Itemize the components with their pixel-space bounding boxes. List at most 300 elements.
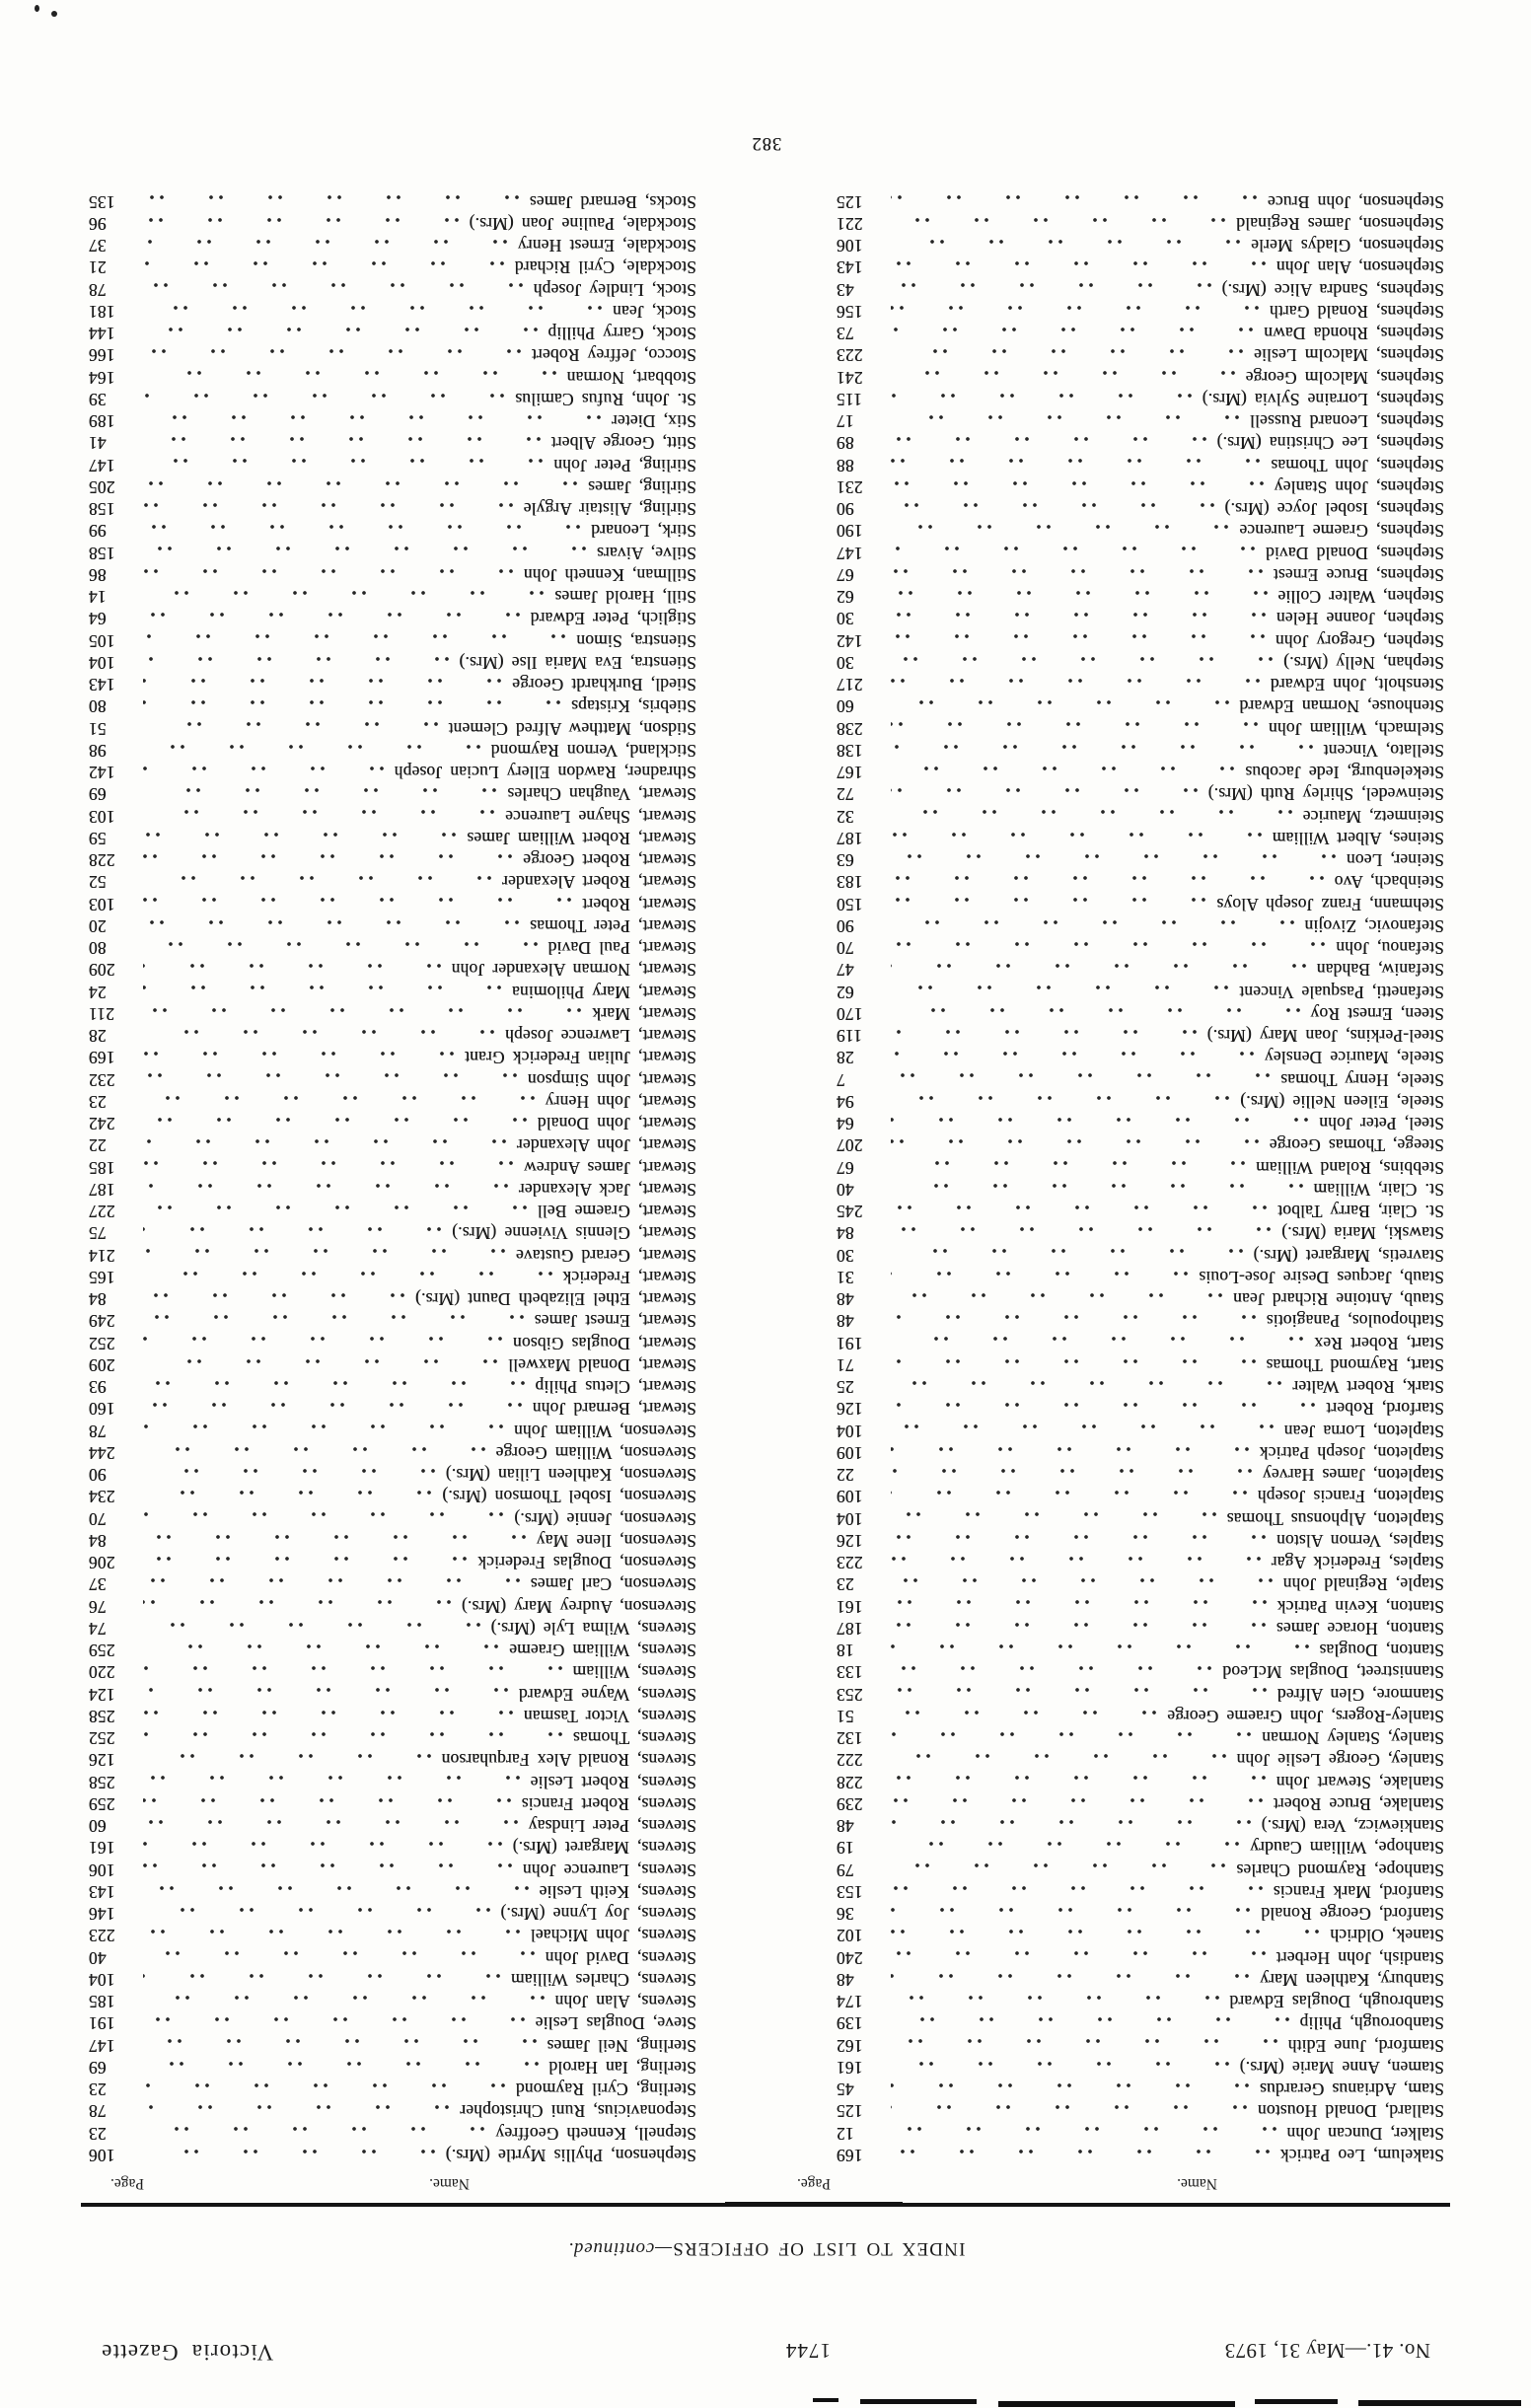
scan-artifact bbox=[998, 2401, 1235, 2407]
index-row bbox=[837, 1946, 1444, 1968]
index-entry-page: 104 bbox=[89, 653, 115, 673]
dot-leader bbox=[891, 699, 1230, 705]
index-entry-page: 227 bbox=[89, 1202, 115, 1222]
dot-leader bbox=[143, 1797, 512, 1803]
index-row bbox=[89, 1397, 696, 1419]
index-row bbox=[89, 190, 696, 212]
dot-leader bbox=[891, 634, 1266, 640]
dot-leader bbox=[143, 371, 557, 377]
index-entry-name: Stakelum, Leo Patrick bbox=[1279, 2146, 1444, 2165]
index-entry-name: Stewart, Bernard John bbox=[532, 1399, 696, 1420]
index-row bbox=[837, 936, 1444, 958]
index-entry-name: Stocks, Bernard James bbox=[529, 191, 696, 212]
dot-leader bbox=[891, 722, 1259, 728]
index-row bbox=[89, 1221, 696, 1243]
dot-leader bbox=[143, 1776, 521, 1782]
index-entry-page: 115 bbox=[837, 390, 863, 409]
index-entry-name: Stephens, Bruce Ernest bbox=[1273, 565, 1444, 585]
index-row bbox=[89, 1880, 696, 1902]
dot-leader bbox=[891, 2061, 1230, 2067]
index-entry-name: Steel-Perkins, Joan Mary (Mrs.) bbox=[1206, 1026, 1444, 1047]
index-entry-page: 64 bbox=[89, 609, 107, 629]
index-row bbox=[837, 1924, 1444, 1945]
index-entry-page: 48 bbox=[837, 1970, 854, 1990]
dot-leader bbox=[891, 875, 1325, 881]
index-row bbox=[837, 542, 1444, 563]
index-entry-page: 103 bbox=[89, 806, 115, 827]
dot-leader bbox=[143, 502, 514, 508]
index-entry-name: Stevenson, Douglas Frederick bbox=[477, 1553, 696, 1573]
dot-leader bbox=[143, 1226, 442, 1232]
index-entry-name: Stephens, Lorraine Sylvia (Mrs.) bbox=[1202, 390, 1444, 409]
dot-leader bbox=[891, 1380, 1282, 1386]
index-row bbox=[837, 585, 1444, 607]
index-entry-name: Stark, Robert Walter bbox=[1292, 1377, 1444, 1398]
dot-leader bbox=[891, 1951, 1267, 1957]
dot-leader bbox=[891, 1007, 1301, 1013]
dot-leader bbox=[891, 1622, 1267, 1628]
index-row bbox=[89, 1375, 696, 1397]
index-entry-name: Stannistreet, Douglas McLeod bbox=[1222, 1662, 1444, 1683]
index-row bbox=[89, 629, 696, 651]
index-entry-page: 135 bbox=[89, 191, 115, 212]
index-row bbox=[837, 1572, 1444, 1594]
index-entry-name: Start, Raymond Thomas bbox=[1266, 1355, 1444, 1375]
index-entry-page: 106 bbox=[89, 2146, 115, 2165]
index-entry-page: 84 bbox=[89, 1289, 107, 1310]
index-row bbox=[837, 1617, 1444, 1639]
index-entry-page: 67 bbox=[837, 565, 854, 585]
index-row bbox=[837, 1046, 1444, 1067]
index-entry-name: Stanford, George Ronald bbox=[1261, 1904, 1444, 1925]
index-entry-name: Stekelenburg, Iede Jacobus bbox=[1245, 763, 1444, 783]
index-entry-name: Stewart, Robert George bbox=[523, 850, 696, 871]
index-entry-name: Stewart, Julian Frederick Grant bbox=[465, 1048, 696, 1068]
index-entry-page: 59 bbox=[89, 829, 107, 848]
index-entry-page: 84 bbox=[837, 1223, 854, 1244]
dot-leader bbox=[143, 2149, 436, 2154]
index-entry-page: 161 bbox=[837, 1596, 863, 1617]
dot-leader bbox=[891, 568, 1264, 574]
index-entry-name: Stilve, Aivars bbox=[597, 543, 696, 563]
index-entry-name: Stephens, Leonard Russell bbox=[1250, 411, 1444, 432]
index-entry-page: 72 bbox=[837, 784, 854, 805]
dot-leader bbox=[143, 722, 439, 728]
index-row bbox=[89, 431, 696, 453]
dot-leader bbox=[891, 436, 1207, 442]
index-entry-page: 143 bbox=[89, 675, 115, 695]
index-entry-name: Stewart, Mark bbox=[592, 1004, 696, 1024]
index-row bbox=[89, 717, 696, 739]
dot-leader bbox=[143, 810, 495, 816]
index-entry-page: 14 bbox=[89, 587, 107, 608]
index-entry-name: Staples, Frederick Agar bbox=[1271, 1553, 1444, 1573]
dot-leader bbox=[891, 2016, 1290, 2022]
index-row bbox=[837, 2078, 1444, 2099]
index-entry-name: Staples, Vernon Alston bbox=[1276, 1531, 1444, 1551]
dot-leader bbox=[143, 1753, 432, 1759]
index-row bbox=[89, 1200, 696, 1221]
dot-leader bbox=[891, 744, 1314, 750]
index-entry-name: Stockdale, Cyril Richard bbox=[514, 257, 696, 278]
dot-leader bbox=[891, 1271, 1189, 1277]
dot-leader bbox=[891, 2127, 1277, 2133]
index-entry-name: Stevens, William bbox=[572, 1662, 696, 1683]
dot-leader bbox=[143, 1051, 455, 1057]
index-entry-page: 207 bbox=[837, 1135, 863, 1156]
index-row bbox=[89, 585, 696, 607]
horizontal-rule bbox=[81, 2203, 1450, 2207]
index-entry-page: 70 bbox=[837, 938, 854, 959]
index-row bbox=[89, 1309, 696, 1331]
index-row bbox=[89, 1792, 696, 1814]
index-entry-name: Stevens, Robert Leslie bbox=[530, 1772, 696, 1792]
index-entry-name: Stewart, Mary Philomina bbox=[512, 982, 696, 1002]
index-row bbox=[837, 1156, 1444, 1178]
index-entry-page: 60 bbox=[837, 696, 854, 717]
scan-artifact bbox=[860, 2399, 977, 2404]
index-entry-page: 78 bbox=[89, 2101, 107, 2122]
index-row bbox=[837, 1309, 1444, 1331]
dot-leader bbox=[143, 1490, 432, 1496]
index-row bbox=[89, 1814, 696, 1836]
index-row bbox=[89, 1968, 696, 1990]
index-row bbox=[89, 1090, 696, 1112]
dot-leader bbox=[891, 612, 1267, 618]
index-entry-page: 18 bbox=[837, 1641, 854, 1661]
column2-page-header: Page. bbox=[109, 2175, 144, 2192]
index-entry-page: 12 bbox=[837, 2123, 854, 2144]
dot-leader bbox=[891, 1600, 1268, 1606]
index-row bbox=[89, 278, 696, 300]
index-row bbox=[837, 1178, 1444, 1200]
index-entry-page: 190 bbox=[837, 521, 863, 542]
index-entry-page: 7 bbox=[837, 1069, 845, 1090]
section-title bbox=[89, 2237, 1444, 2259]
index-entry-page: 209 bbox=[89, 960, 115, 981]
index-entry-name: Stephen, Gregory John bbox=[1275, 630, 1444, 651]
dot-leader bbox=[143, 1292, 405, 1298]
index-entry-name: Stankiewicz, Vera (Mrs.) bbox=[1261, 1816, 1444, 1837]
index-entry-name: Stewart, Graeme Bell bbox=[537, 1202, 696, 1222]
index-row bbox=[837, 1397, 1444, 1419]
index-row bbox=[89, 893, 696, 914]
index-entry-name: Steege, Thomas George bbox=[1269, 1135, 1444, 1156]
index-entry-name: Sterling, Neil James bbox=[547, 2035, 696, 2056]
index-entry-name: Stewart, Cletus Philip bbox=[535, 1377, 696, 1398]
index-row bbox=[89, 694, 696, 716]
index-row bbox=[837, 1771, 1444, 1792]
index-entry-page: 217 bbox=[837, 675, 863, 695]
index-entry-page: 90 bbox=[837, 499, 854, 520]
dot-leader bbox=[891, 656, 1274, 662]
dot-leader bbox=[143, 787, 497, 793]
index-entry-page: 187 bbox=[837, 1619, 863, 1639]
index-entry-name: Stewart, Ethel Elizabeth Daunt (Mrs.) bbox=[415, 1289, 696, 1310]
index-row bbox=[837, 958, 1444, 980]
index-entry-name: Stirk, Leonard bbox=[591, 521, 696, 542]
dot-leader bbox=[891, 524, 1229, 530]
index-entry-page: 47 bbox=[837, 960, 854, 981]
index-row bbox=[89, 1572, 696, 1594]
index-entry-page: 105 bbox=[89, 630, 115, 651]
index-row bbox=[837, 366, 1444, 388]
index-entry-name: Stewart, John Henry bbox=[545, 1092, 696, 1112]
dot-leader bbox=[143, 985, 502, 991]
index-row bbox=[837, 914, 1444, 936]
index-entry-name: Stewart, Glennis Vivienne (Mrs.) bbox=[452, 1223, 696, 1244]
index-entry-page: 73 bbox=[837, 324, 854, 344]
index-entry-name: Stevenson, Jennie (Mrs.) bbox=[514, 1508, 696, 1529]
index-entry-name: St. Clair, Barry Talbot bbox=[1277, 1202, 1444, 1222]
index-row bbox=[89, 343, 696, 365]
dot-leader bbox=[891, 1051, 1255, 1057]
index-entry-page: 191 bbox=[837, 1333, 863, 1353]
index-entry-page: 245 bbox=[837, 1202, 863, 1222]
index-entry-name: Stewart, Robert William James bbox=[467, 829, 696, 848]
index-row bbox=[89, 1068, 696, 1090]
index-row bbox=[837, 1375, 1444, 1397]
index-row bbox=[89, 1859, 696, 1880]
index-entry-name: Stevens, Margaret (Mrs.) bbox=[512, 1838, 696, 1859]
index-entry-page: 39 bbox=[89, 390, 107, 409]
dot-leader bbox=[891, 1358, 1257, 1364]
index-row bbox=[837, 981, 1444, 1002]
index-entry-page: 84 bbox=[89, 1531, 107, 1551]
index-row bbox=[89, 1924, 696, 1945]
index-entry-page: 37 bbox=[89, 236, 107, 256]
index-row bbox=[837, 1551, 1444, 1572]
bottom-page-number: 382 bbox=[751, 133, 782, 153]
index-entry-page: 147 bbox=[89, 455, 115, 475]
index-entry-page: 139 bbox=[837, 2013, 863, 2034]
dot-leader bbox=[143, 1731, 563, 1737]
index-entry-name: Stephenson, Gladys Merle bbox=[1251, 236, 1444, 256]
index-entry-page: 126 bbox=[89, 1750, 115, 1771]
dot-leader bbox=[891, 1776, 1267, 1782]
index-entry-page: 142 bbox=[837, 630, 863, 651]
index-entry-name: Stickland, Vernon Raymond bbox=[490, 741, 696, 761]
index-entry-page: 259 bbox=[89, 1641, 115, 1661]
index-entry-name: Stewart, Vaughan Charles bbox=[507, 784, 696, 805]
index-entry-name: Stefaniw, Bahdan bbox=[1316, 960, 1444, 981]
index-row bbox=[837, 190, 1444, 212]
index-row bbox=[837, 2056, 1444, 2078]
index-entry-name: Stephens, Sandra Alice (Mrs.) bbox=[1221, 279, 1444, 300]
index-row bbox=[89, 212, 696, 234]
index-entry-name: Stanhope, Raymond Charles bbox=[1236, 1860, 1444, 1880]
dot-leader bbox=[891, 1753, 1227, 1759]
index-entry-name: Stanton, Douglas bbox=[1319, 1641, 1444, 1661]
index-entry-name: Stam, Adrianus Gerardus bbox=[1260, 2080, 1444, 2100]
index-entry-page: 25 bbox=[837, 1377, 854, 1398]
dot-leader bbox=[891, 1073, 1271, 1079]
index-entry-page: 30 bbox=[837, 609, 854, 629]
dot-leader bbox=[891, 1402, 1316, 1408]
index-entry-name: Steines, Albert William bbox=[1272, 829, 1444, 848]
dot-leader bbox=[143, 1907, 491, 1913]
gazette-title: Victoria Gazette bbox=[101, 2340, 274, 2365]
dot-leader bbox=[891, 1337, 1304, 1343]
index-row bbox=[837, 475, 1444, 497]
dot-leader bbox=[891, 371, 1236, 377]
index-row bbox=[89, 607, 696, 628]
dot-leader bbox=[143, 414, 602, 420]
index-entry-name: Starford, Robert bbox=[1326, 1399, 1444, 1420]
index-entry-page: 23 bbox=[89, 2123, 107, 2144]
index-entry-page: 78 bbox=[89, 1421, 107, 1441]
index-entry-name: Stevens, Victor Tasman bbox=[523, 1707, 696, 1726]
index-row bbox=[837, 1836, 1444, 1858]
dot-leader bbox=[891, 853, 1337, 859]
index-entry-page: 104 bbox=[89, 1970, 115, 1990]
index-entry-page: 146 bbox=[89, 1904, 115, 1925]
index-row bbox=[89, 322, 696, 343]
index-entry-page: 64 bbox=[837, 1114, 854, 1134]
index-entry-name: Stanton, Kevin Patrick bbox=[1276, 1596, 1444, 1617]
dot-leader bbox=[143, 1314, 525, 1320]
index-entry-name: Steele, Eileen Nellie (Mrs.) bbox=[1240, 1092, 1444, 1112]
index-entry-page: 239 bbox=[837, 1794, 863, 1814]
page-folio: 1744 bbox=[785, 2339, 831, 2363]
index-row bbox=[837, 1660, 1444, 1682]
index-entry-name: Stefanovic, Zivojin bbox=[1304, 916, 1444, 936]
index-entry-page: 162 bbox=[837, 2035, 863, 2056]
dot-leader bbox=[891, 1885, 1264, 1891]
index-entry-page: 228 bbox=[837, 1772, 863, 1792]
index-row bbox=[837, 848, 1444, 870]
index-entry-name: Stevenson, Audrey Mary (Mrs.) bbox=[462, 1596, 696, 1617]
index-entry-page: 70 bbox=[89, 1508, 107, 1529]
index-entry-name: Stanley, George Leslie John bbox=[1236, 1750, 1444, 1771]
index-row bbox=[89, 255, 696, 277]
index-entry-page: 89 bbox=[837, 433, 854, 454]
index-entry-name: Stevenson, William George bbox=[495, 1443, 696, 1463]
index-entry-page: 75 bbox=[89, 1223, 107, 1244]
index-entry-name: Steele, Maurice Densley bbox=[1265, 1048, 1444, 1068]
index-entry-page: 67 bbox=[837, 1157, 854, 1178]
index-row bbox=[89, 234, 696, 255]
index-entry-page: 253 bbox=[837, 1684, 863, 1705]
dot-leader bbox=[891, 898, 1206, 904]
index-entry-name: Stewart, John Simpson bbox=[527, 1069, 696, 1090]
index-entry-page: 170 bbox=[837, 1004, 863, 1024]
index-row bbox=[837, 1705, 1444, 1726]
index-entry-name: Stephens, Ronald Garth bbox=[1269, 302, 1444, 322]
index-entry-page: 158 bbox=[89, 499, 115, 520]
index-entry-page: 51 bbox=[837, 1707, 854, 1726]
dot-leader bbox=[143, 919, 520, 925]
index-entry-page: 191 bbox=[89, 2013, 115, 2034]
index-entry-page: 183 bbox=[837, 872, 863, 893]
index-row bbox=[837, 1485, 1444, 1506]
index-entry-name: Stapleton, Joseph Patrick bbox=[1259, 1443, 1444, 1463]
index-entry-name: Stevens, Wilma Lyle (Mrs.) bbox=[490, 1619, 696, 1639]
index-entry-page: 31 bbox=[837, 1268, 854, 1287]
index-entry-name: Stawski, Maria (Mrs.) bbox=[1281, 1223, 1444, 1244]
index-row bbox=[837, 1639, 1444, 1660]
index-entry-name: Stevens, David John bbox=[545, 1947, 696, 1968]
index-entry-page: 252 bbox=[89, 1728, 115, 1749]
index-entry-page: 153 bbox=[837, 1882, 863, 1902]
dot-leader bbox=[143, 1885, 530, 1891]
index-entry-name: Stevenson, Carl James bbox=[530, 1574, 696, 1595]
index-entry-name: Stewart, Lawrence Joseph bbox=[505, 1026, 696, 1047]
dot-leader bbox=[891, 1929, 1320, 1934]
index-entry-name: Stellato, Vincent bbox=[1323, 741, 1444, 761]
index-column-1 bbox=[837, 190, 1444, 2166]
index-entry-name: Stanford, Mark Francis bbox=[1273, 1882, 1444, 1902]
index-row bbox=[837, 1002, 1444, 1024]
index-row bbox=[89, 2056, 696, 2078]
index-row bbox=[837, 234, 1444, 255]
index-entry-page: 20 bbox=[89, 916, 107, 936]
dot-leader bbox=[143, 1117, 528, 1123]
index-row bbox=[837, 300, 1444, 322]
index-row bbox=[837, 1024, 1444, 1046]
dot-leader bbox=[891, 963, 1307, 969]
dot-leader bbox=[143, 766, 385, 771]
index-row bbox=[837, 893, 1444, 914]
index-row bbox=[837, 1112, 1444, 1133]
index-row bbox=[837, 694, 1444, 716]
dot-leader bbox=[891, 787, 1199, 793]
index-row bbox=[837, 717, 1444, 739]
column2-name-header: Name. bbox=[429, 2175, 470, 2192]
index-entry-page: 164 bbox=[89, 367, 115, 388]
index-entry-page: 104 bbox=[837, 1421, 863, 1441]
index-row bbox=[837, 212, 1444, 234]
index-entry-name: Stanbrough, Douglas Edward bbox=[1229, 1992, 1444, 2012]
index-entry-name: Stevens, Alan John bbox=[554, 1992, 696, 2012]
index-entry-name: Steinwedel, Shirley Ruth (Mrs.) bbox=[1207, 784, 1444, 805]
index-row bbox=[89, 914, 696, 936]
dot-leader bbox=[891, 260, 1267, 266]
index-row bbox=[89, 454, 696, 475]
index-entry-name: Stephens, Malcolm George bbox=[1245, 367, 1444, 388]
index-row bbox=[89, 1178, 696, 1200]
dot-leader bbox=[891, 590, 1269, 596]
dot-leader bbox=[143, 1577, 521, 1583]
index-entry-name: Stebbins, Roland William bbox=[1256, 1157, 1444, 1178]
index-row bbox=[837, 2122, 1444, 2144]
index-entry-name: Stanlake, Stewart John bbox=[1276, 1772, 1444, 1792]
index-entry-name: Stensholt, John Edward bbox=[1270, 675, 1444, 695]
index-entry-name: Stephen, Walter Collie bbox=[1277, 587, 1444, 608]
index-entry-name: Stapleton, James Harvey bbox=[1263, 1465, 1444, 1486]
index-entry-page: 222 bbox=[837, 1750, 863, 1771]
dot-leader bbox=[143, 1512, 504, 1518]
index-entry-name: Stephens, John Thomas bbox=[1271, 455, 1444, 475]
dot-leader bbox=[891, 2104, 1248, 2110]
index-row bbox=[89, 1002, 696, 1024]
index-row bbox=[837, 1595, 1444, 1617]
index-entry-name: Stevens, Ronald Alex Farquharson bbox=[441, 1750, 696, 1771]
index-entry-name: Stewart, John Donald bbox=[537, 1114, 696, 1134]
index-entry-page: 69 bbox=[89, 784, 107, 805]
index-row bbox=[89, 1771, 696, 1792]
index-entry-page: 147 bbox=[89, 2035, 115, 2056]
index-row bbox=[89, 1353, 696, 1375]
index-entry-page: 185 bbox=[89, 1157, 115, 1178]
index-entry-page: 144 bbox=[89, 324, 115, 344]
index-row bbox=[837, 1353, 1444, 1375]
index-entry-name: Staub, Antoine Richard Jean bbox=[1233, 1289, 1444, 1310]
index-entry-name: Steve, Douglas Leslie bbox=[535, 2013, 696, 2034]
index-entry-page: 78 bbox=[89, 279, 107, 300]
index-row bbox=[837, 1683, 1444, 1705]
dot-leader bbox=[143, 1468, 436, 1474]
